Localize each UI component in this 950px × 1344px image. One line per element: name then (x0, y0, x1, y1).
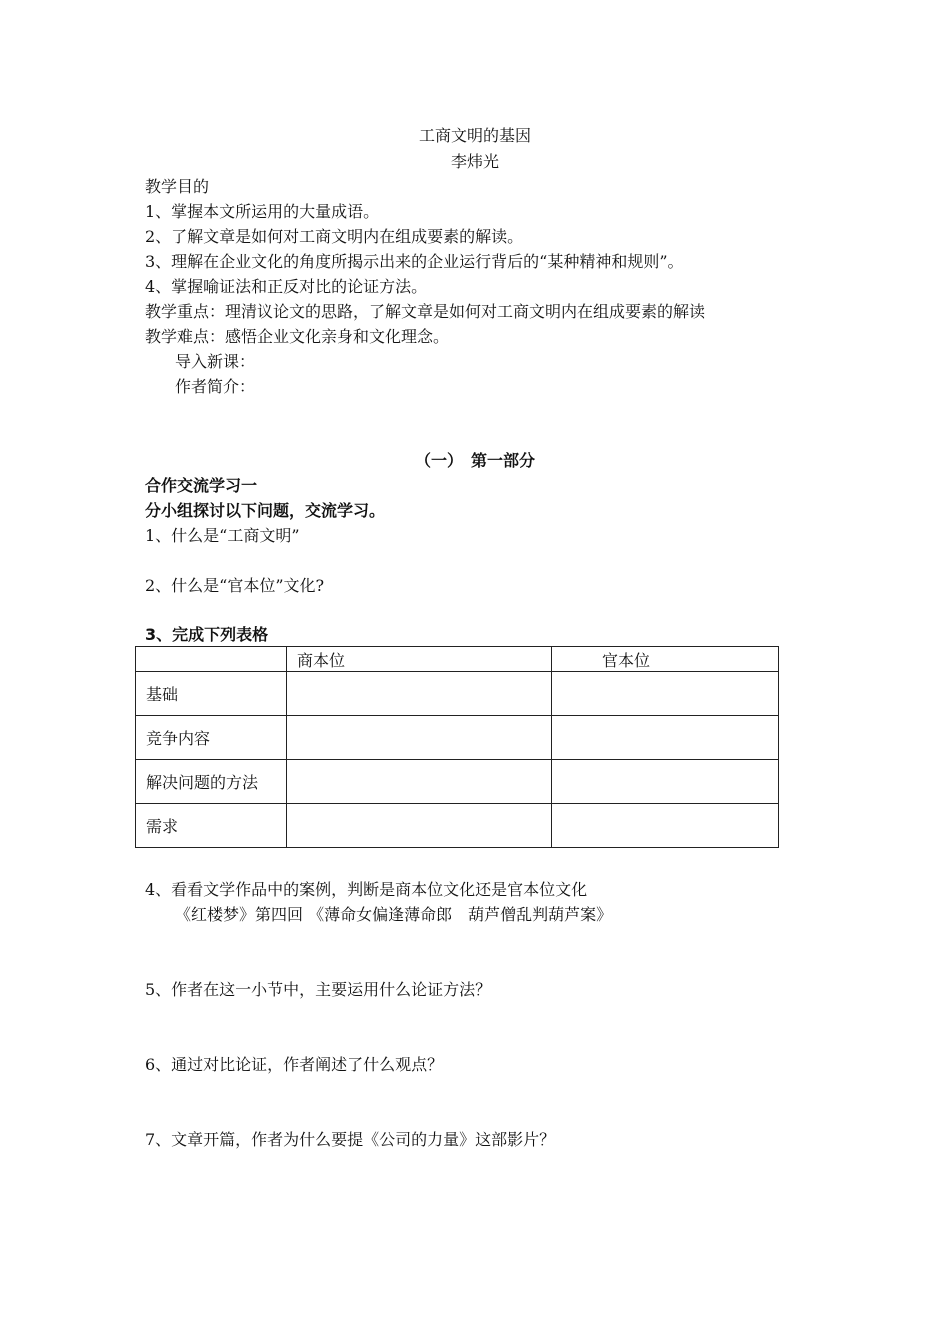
activity-instruction: 分小组探讨以下问题，交流学习。 (145, 501, 386, 520)
activity-title: 合作交流学习一 (145, 476, 258, 495)
table-cell (552, 804, 779, 848)
doc-author: 李炜光 (450, 152, 499, 171)
question-1: 1、什么是“工商文明” (145, 526, 300, 545)
table-header-cell: 商本位 (287, 647, 552, 672)
table-cell (552, 716, 779, 760)
table-cell (287, 804, 552, 848)
table-header-row (136, 647, 779, 672)
question-2: 2、什么是“官本位”文化? (145, 576, 325, 595)
table-header-cell (136, 647, 287, 672)
row-label: 需求 (136, 804, 287, 848)
question-4-example: 《红楼梦》第四回 《薄命女偏逢薄命郎 葫芦僧乱判葫芦案》 (175, 905, 613, 924)
objective-item: 3、理解在企业文化的角度所揭示出来的企业运行背后的“某种精神和规则”。 (145, 252, 684, 271)
row-label: 解决问题的方法 (136, 760, 287, 804)
section-title: （一） 第一部分 (414, 451, 535, 470)
doc-title: 工商文明的基因 (418, 126, 531, 145)
intro-label: 导入新课： (175, 352, 256, 371)
table-cell (287, 716, 552, 760)
author-intro-label: 作者简介： (175, 377, 256, 396)
key-point: 教学重点：理清议论文的思路，了解文章是如何对工商文明内在组成要素的解读 (145, 302, 706, 321)
question-6: 6、通过对比论证，作者阐述了什么观点？ (145, 1055, 444, 1074)
objectives-heading: 教学目的 (145, 177, 210, 196)
table-cell (287, 760, 552, 804)
objective-item: 1、掌握本文所运用的大量成语。 (145, 202, 380, 221)
table-row (136, 804, 779, 848)
objective-item: 4、掌握喻证法和正反对比的论证方法。 (145, 277, 428, 296)
table-cell (552, 760, 779, 804)
question-7: 7、文章开篇，作者为什么要提《公司的力量》这部影片？ (145, 1130, 556, 1149)
row-label: 基础 (136, 672, 287, 716)
objective-item: 2、了解文章是如何对工商文明内在组成要素的解读。 (145, 227, 524, 246)
difficulty: 教学难点：感悟企业文化亲身和文化理念。 (145, 327, 450, 346)
table-cell (287, 672, 552, 716)
question-5: 5、作者在这一小节中，主要运用什么论证方法？ (145, 980, 492, 999)
table-cell (552, 672, 779, 716)
table-row (136, 716, 779, 760)
comparison-table (135, 646, 779, 848)
row-label: 竞争内容 (136, 716, 287, 760)
table-header-cell: 官本位 (552, 647, 779, 672)
table-row (136, 672, 779, 716)
question-3: 3、完成下列表格 (145, 625, 269, 644)
question-4: 4、看看文学作品中的案例，判断是商本位文化还是官本位文化 (145, 880, 588, 899)
table-row (136, 760, 779, 804)
